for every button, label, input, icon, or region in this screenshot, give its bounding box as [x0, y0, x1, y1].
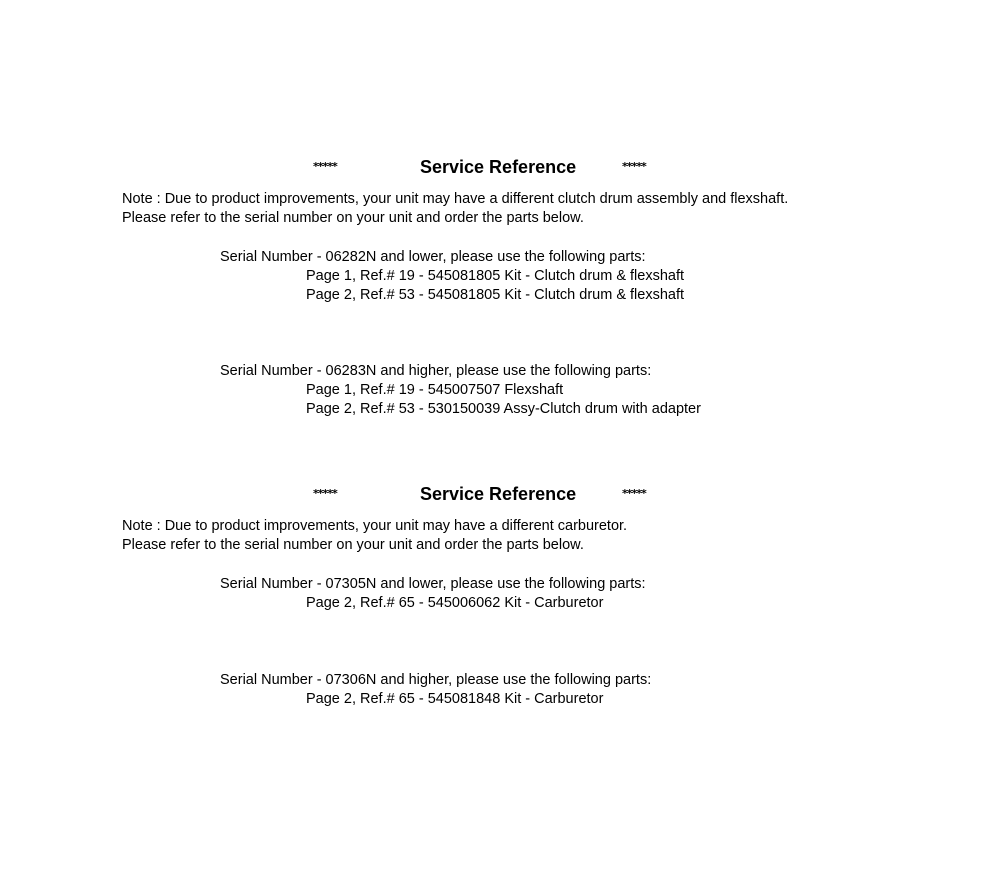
section-title: Service Reference [420, 157, 577, 177]
section-title: Service Reference [420, 484, 577, 504]
service-reference-section-clutch [0, 154, 1000, 417]
serial-number-line: Serial Number - 07305N and lower, please use the following parts: [220, 576, 646, 592]
heading-stars-right: ***** [622, 160, 646, 173]
note-line-1: Note : Due to product improvements, your unit may have a different clutch drum assembly and flexshaft. [122, 191, 789, 207]
part-line: Page 1, Ref.# 19 - 545081805 Kit - Clutch drum & flexshaft [306, 268, 685, 284]
heading-stars-right: ***** [622, 487, 646, 500]
part-line: Page 2, Ref.# 53 - 545081805 Kit - Clutch drum & flexshaft [306, 287, 685, 303]
heading-stars-left: ***** [313, 160, 337, 173]
heading-stars-left: ***** [313, 487, 337, 500]
serial-number-line: Serial Number - 06283N and higher, please use the following parts: [220, 363, 652, 379]
note-line-2: Please refer to the serial number on your unit and order the parts below. [122, 537, 584, 553]
note-line-2: Please refer to the serial number on your unit and order the parts below. [122, 210, 584, 226]
section-heading [0, 481, 1000, 507]
note-line-1: Note : Due to product improvements, your unit may have a different carburetor. [122, 518, 628, 534]
serial-number-line: Serial Number - 07306N and higher, please use the following parts: [220, 672, 652, 688]
part-line: Page 2, Ref.# 65 - 545081848 Kit - Carburetor [306, 691, 604, 707]
serial-number-line: Serial Number - 06282N and lower, please use the following parts: [220, 249, 646, 265]
part-line: Page 1, Ref.# 19 - 545007507 Flexshaft [306, 382, 564, 398]
service-reference-section-carburetor [0, 481, 1000, 707]
part-line: Page 2, Ref.# 53 - 530150039 Assy-Clutch drum with adapter [306, 401, 701, 417]
section-heading [0, 154, 1000, 180]
part-line: Page 2, Ref.# 65 - 545006062 Kit - Carburetor [306, 595, 604, 611]
